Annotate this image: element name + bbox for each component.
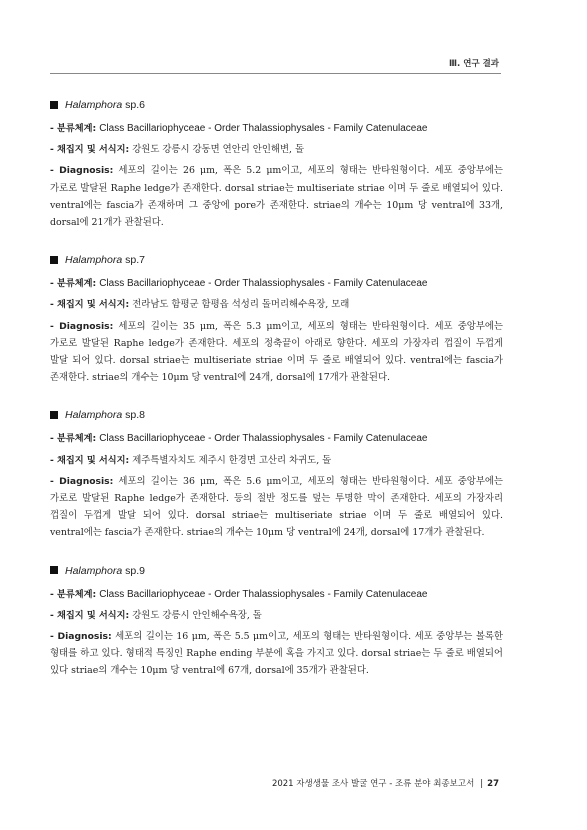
- locality-value: 제주특별자치도 제주시 한경면 고산리 차귀도, 돌: [132, 454, 332, 466]
- diagnosis-line: - Diagnosis: 세포의 길이는 36 μm, 폭은 5.6 μm이고, 세포의 형태는 반타원형이다. 세포 중앙부에는 가로로 발달된 Raphe ledge가 존재한다. 등의 절반 정도를 덮는 투명한 막이 존재한다. 세포의 가장자리 껍질이 두껍게 발달 되어 있다. dorsal striae는 multiseriate striae 이며 두 줄로 배열되어 있다. ventral에는 fascia가 존재한다. striae의 개수는 10μm 당 ventral에 24개, dorsal에 17개가 관찰된다.: [50, 475, 503, 539]
- diagnosis-value: 세포의 길이는 16 μm, 폭은 5.5 μm이고, 세포의 형태는 반타원형이다. 세포 중앙부는 볼록한 형태를 하고 있다. 형태적 특징인 Raphe ending 부분에 혹을 가지고 있다. dorsal striae는 두 줄로 배열되어 있다 striae의 개수는 10μm 당 ventral에 67개, dorsal에 35개가 관찰된다.: [50, 631, 503, 677]
- footer-separator: |: [480, 779, 484, 789]
- taxonomy-line: - 분류체계: Class Bacillariophyceae - Order Thalassiophysales - Family Catenulaceae: [50, 588, 428, 600]
- taxonomy-value: Class Bacillariophyceae - Order Thalassiophysales - Family Catenulaceae: [99, 278, 428, 290]
- species-entry: [50, 409, 503, 541]
- diagnosis-line: - Diagnosis: 세포의 길이는 35 μm, 폭은 5.3 μm이고, 세포의 형태는 반타원형이다. 세포 중앙부에는 가로로 발달된 Raphe ledge가 존재한다. 세포의 정축끝이 아래로 향한다. 세포의 가장자리 껍질이 두껍게 발달 되어 있다. dorsal striae는 multiseriate striae 이며 두 줄로 배열되어 있다. ventral에는 fascia가 존재한다. striae의 개수는 10μm 당 ventral에 24개, dorsal에 17개가 관찰된다.: [50, 320, 503, 384]
- genus-name: Halamphora: [65, 564, 123, 577]
- locality-value: 강원도 강릉시 안인해수욕장, 돌: [132, 609, 262, 621]
- page-number: 27: [487, 779, 499, 789]
- locality-line: - 채집지 및 서식지: 제주특별자치도 제주시 한경면 고산리 차귀도, 돌: [50, 454, 332, 466]
- taxonomy-value: Class Bacillariophyceae - Order Thalassiophysales - Family Catenulaceae: [99, 588, 428, 600]
- species-title: [50, 409, 503, 422]
- taxonomy-line: - 분류체계: Class Bacillariophyceae - Order Thalassiophysales - Family Catenulaceae: [50, 278, 428, 290]
- species-epithet: sp.6: [122, 99, 145, 111]
- taxonomy-line: - 분류체계: Class Bacillariophyceae - Order Thalassiophysales - Family Catenulaceae: [50, 123, 428, 134]
- taxonomy-label: 분류체계:: [57, 278, 97, 290]
- genus-name: Halamphora: [65, 254, 123, 267]
- report-title: 2021 자생생물 조사 발굴 연구 - 조류 분야 최종보고서: [271, 779, 475, 789]
- genus-name: Halamphora: [65, 409, 123, 422]
- species-list: [50, 99, 503, 703]
- taxonomy-label: 분류체계:: [57, 588, 97, 600]
- taxonomy-value: Class Bacillariophyceae - Order Thalassiophysales - Family Catenulaceae: [99, 123, 428, 134]
- species-entry: [50, 565, 503, 680]
- diagnosis-label: Diagnosis:: [59, 165, 114, 177]
- species-epithet: sp.9: [122, 564, 145, 577]
- diagnosis-line: - Diagnosis: 세포의 길이는 26 μm, 폭은 5.2 μm이고, 세포의 형태는 반타원형이다. 세포 중앙부에는 가로로 발달된 Raphe ledge가 존재한다. dorsal striae는 multiseriate striae 이며 두 줄로 배열되어 있다. ventral에는 fascia가 존재하며 그 중앙에 pore가 존재한다. striae의 개수는 10μm 당 ventral에 33개, dorsal에 21개가 관찰된다.: [50, 165, 503, 229]
- species-title: [50, 565, 503, 578]
- locality-label: 채집지 및 서식지:: [57, 144, 130, 156]
- square-bullet-icon: [50, 566, 58, 574]
- diagnosis-value: 세포의 길이는 26 μm, 폭은 5.2 μm이고, 세포의 형태는 반타원형이다. 세포 중앙부에는 가로로 발달된 Raphe ledge가 존재한다. dorsal striae는 multiseriate striae 이며 두 줄로 배열되어 있다. ventral에는 fascia가 존재하며 그 중앙에 pore가 존재한다. striae의 개수는 10μm 당 ventral에 33개, dorsal에 21개가 관찰된다.: [50, 165, 503, 229]
- locality-line: - 채집지 및 서식지: 강원도 강릉시 안인해수욕장, 돌: [50, 609, 262, 621]
- page-footer: [272, 777, 499, 789]
- diagnosis-label: Diagnosis:: [57, 631, 112, 643]
- taxonomy-label: 분류체계:: [57, 433, 97, 445]
- diagnosis-value: 세포의 길이는 35 μm, 폭은 5.3 μm이고, 세포의 형태는 반타원형이다. 세포 중앙부에는 가로로 발달된 Raphe ledge가 존재한다. 세포의 정축끝이 아래로 향한다. 세포의 가장자리 껍질이 두껍게 발달 되어 있다. dorsal striae는 multiseriate striae 이며 두 줄로 배열되어 있다. ventral에는 fascia가 존재한다. striae의 개수는 10μm 당 ventral에 24개, dorsal에 17개가 관찰된다.: [50, 320, 503, 384]
- species-title: [50, 99, 503, 112]
- species-entry: [50, 99, 503, 231]
- taxonomy-line: - 분류체계: Class Bacillariophyceae - Order Thalassiophysales - Family Catenulaceae: [50, 433, 428, 445]
- square-bullet-icon: [50, 256, 58, 264]
- taxonomy-label: 분류체계:: [57, 123, 97, 134]
- species-title: [50, 254, 503, 267]
- diagnosis-label: Diagnosis:: [59, 475, 114, 487]
- taxonomy-value: Class Bacillariophyceae - Order Thalassiophysales - Family Catenulaceae: [99, 433, 428, 445]
- locality-label: 채집지 및 서식지:: [57, 454, 130, 466]
- locality-value: 강원도 강릉시 강동면 연안리 안인해변, 돌: [132, 144, 305, 156]
- locality-line: - 채집지 및 서식지: 강원도 강릉시 강동면 연안리 안인해변, 돌: [50, 144, 305, 156]
- locality-label: 채집지 및 서식지:: [57, 609, 130, 621]
- species-epithet: sp.8: [122, 409, 145, 422]
- chapter-header: Ⅲ. 연구 결과: [448, 59, 499, 69]
- species-epithet: sp.7: [122, 254, 145, 267]
- header-divider: [50, 73, 501, 74]
- diagnosis-label: Diagnosis:: [59, 320, 114, 332]
- square-bullet-icon: [50, 101, 58, 109]
- diagnosis-value: 세포의 길이는 36 μm, 폭은 5.6 μm이고, 세포의 형태는 반타원형이다. 세포 중앙부에는 가로로 발달된 Raphe ledge가 존재한다. 등의 절반 정도를 덮는 투명한 막이 존재한다. 세포의 가장자리 껍질이 두껍게 발달 되어 있다. dorsal striae는 multiseriate striae 이며 두 줄로 배열되어 있다. ventral에는 fascia가 존재한다. striae의 개수는 10μm 당 ventral에 24개, dorsal에 17개가 관찰된다.: [50, 475, 503, 539]
- locality-label: 채집지 및 서식지:: [57, 299, 130, 311]
- species-entry: [50, 254, 503, 386]
- locality-line: - 채집지 및 서식지: 전라남도 함평군 함평읍 석성리 돌머리해수욕장, 모래: [50, 299, 350, 311]
- square-bullet-icon: [50, 411, 58, 419]
- genus-name: Halamphora: [65, 99, 123, 111]
- diagnosis-line: - Diagnosis: 세포의 길이는 16 μm, 폭은 5.5 μm이고, 세포의 형태는 반타원형이다. 세포 중앙부는 볼록한 형태를 하고 있다. 형태적 특징인 Raphe ending 부분에 혹을 가지고 있다. dorsal striae는 두 줄로 배열되어 있다 striae의 개수는 10μm 당 ventral에 67개, dorsal에 35개가 관찰된다.: [50, 631, 503, 677]
- locality-value: 전라남도 함평군 함평읍 석성리 돌머리해수욕장, 모래: [132, 299, 350, 311]
